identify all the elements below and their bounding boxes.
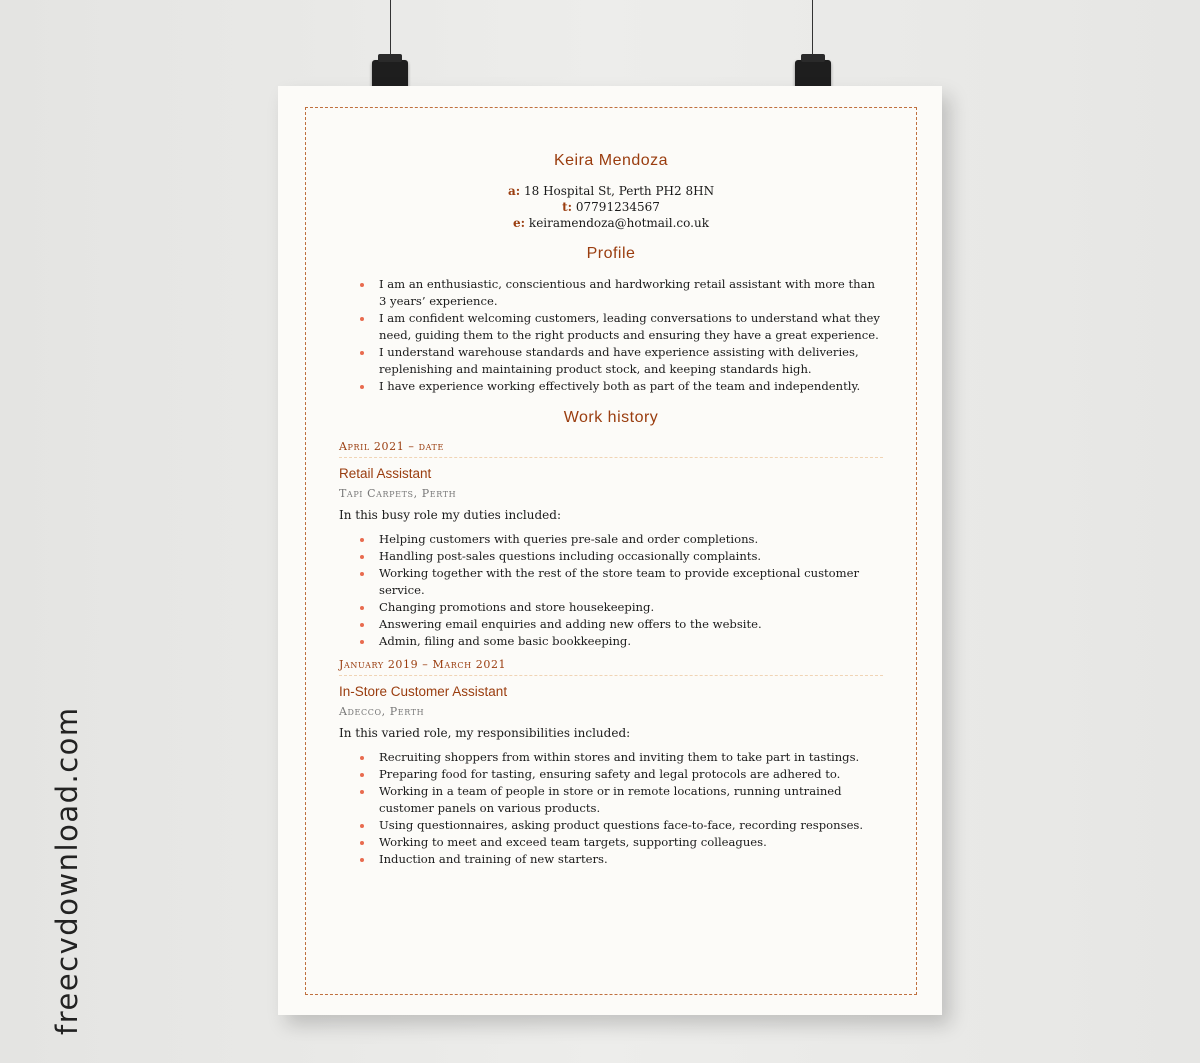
- contact-label: t:: [562, 200, 573, 214]
- duty-item: Changing promotions and store housekeeping.: [359, 599, 883, 616]
- cv-content: [339, 152, 883, 874]
- contact-value: keiramendoza@hotmail.co.uk: [528, 216, 709, 230]
- duty-item: Admin, filing and some basic bookkeeping.: [359, 633, 883, 650]
- contact-block: [339, 183, 883, 231]
- contact-label: e:: [513, 216, 526, 230]
- profile-item: I understand warehouse standards and have experience assisting with deliveries, replenishing and maintaining product stock, and keeping standards high.: [359, 344, 883, 378]
- work-history-heading: Work history: [563, 409, 659, 426]
- contact-value: 18 Hospital St, Perth PH2 8HN: [523, 184, 715, 198]
- profile-item: I am an enthusiastic, conscientious and hardworking retail assistant with more than 3 years’ experience.: [359, 276, 883, 310]
- cv-name: Keira Mendoza: [553, 152, 669, 169]
- job-duties: [359, 749, 883, 868]
- duty-item: Recruiting shoppers from within stores and inviting them to take part in tastings.: [359, 749, 883, 766]
- duty-item: Working to meet and exceed team targets, supporting colleagues.: [359, 834, 883, 851]
- job-date: April 2021 – date: [339, 438, 883, 458]
- duty-item: Handling post-sales questions including occasionally complaints.: [359, 548, 883, 565]
- job-intro: In this varied role, my responsibilities included:: [339, 726, 631, 740]
- profile-item: I am confident welcoming customers, leading conversations to understand what they need, guiding them to the right products and ensuring they have a great experience.: [359, 310, 883, 344]
- duty-item: Induction and training of new starters.: [359, 851, 883, 868]
- duty-item: Answering email enquiries and adding new offers to the website.: [359, 616, 883, 633]
- job-date: January 2019 – March 2021: [339, 656, 883, 676]
- contact-line: [339, 199, 883, 215]
- profile-item: I have experience working effectively both as part of the team and independently.: [359, 378, 883, 395]
- profile-list: [359, 276, 883, 395]
- contact-value: 07791234567: [575, 200, 660, 214]
- duty-item: Working together with the rest of the store team to provide exceptional customer service.: [359, 565, 883, 599]
- job-role: Retail Assistant: [339, 466, 432, 481]
- job-intro: In this busy role my duties included:: [339, 508, 561, 522]
- job-duties: [359, 531, 883, 650]
- duty-item: Preparing food for tasting, ensuring safety and legal protocols are adhered to.: [359, 766, 883, 783]
- duty-item: Helping customers with queries pre-sale and order completions.: [359, 531, 883, 548]
- job-company: Tapi Carpets, Perth: [339, 487, 457, 500]
- cv-paper: [278, 86, 942, 1015]
- jobs-list: [339, 438, 883, 868]
- duty-item: Using questionnaires, asking product questions face-to-face, recording responses.: [359, 817, 883, 834]
- watermark: freecvdownload.com: [50, 706, 84, 1035]
- contact-line: [339, 183, 883, 199]
- contact-label: a:: [507, 184, 521, 198]
- job-role: In-Store Customer Assistant: [339, 684, 508, 699]
- duty-item: Working in a team of people in store or in remote locations, running untrained customer panels on various products.: [359, 783, 883, 817]
- profile-heading: Profile: [586, 245, 636, 262]
- contact-line: [339, 215, 883, 231]
- job-company: Adecco, Perth: [339, 705, 425, 718]
